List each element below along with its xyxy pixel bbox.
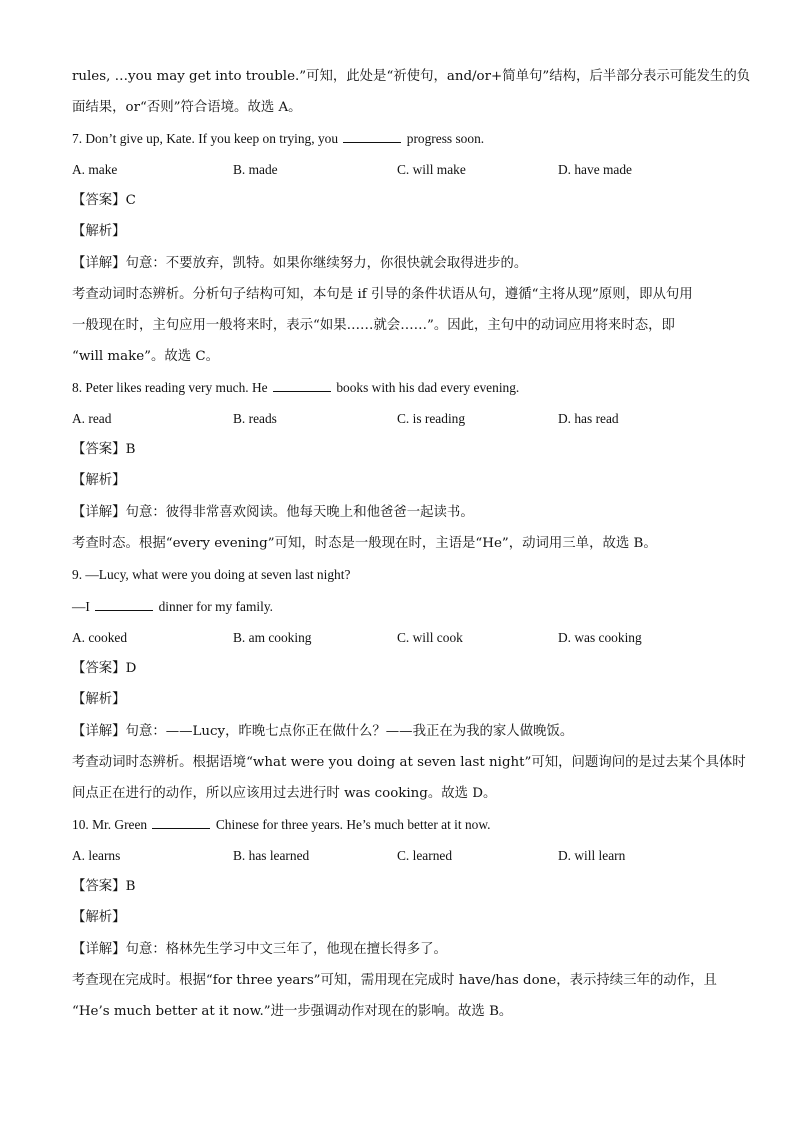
stem-text: —I bbox=[72, 599, 90, 614]
answer-blank bbox=[152, 816, 210, 829]
explain-line: 考查动词时态辨析。分析句子结构可知，本句是 if 引导的条件状语从句，遵循“主将从现”原则，即从句用 bbox=[72, 287, 693, 302]
analysis-tag: 【解析】 bbox=[72, 910, 126, 925]
answer-line bbox=[72, 877, 135, 897]
option-a: A. read bbox=[72, 411, 112, 426]
option-d: D. will learn bbox=[558, 848, 626, 863]
explain-line: 一般现在时，主句应用一般将来时，表示“如果……就会……”。因此，主句中的动词应用将来时态，即 bbox=[72, 318, 675, 333]
detail-line: 【详解】句意：不要放弃，凯特。如果你继续努力，你很快就会取得进步的。 bbox=[72, 256, 528, 271]
option-b: B. reads bbox=[233, 411, 277, 426]
detail-line: 【详解】句意：格林先生学习中文三年了，他现在擅长得多了。 bbox=[72, 942, 447, 957]
detail-line: 【详解】句意：彼得非常喜欢阅读。他每天晚上和他爸爸一起读书。 bbox=[72, 505, 474, 520]
analysis-tag: 【解析】 bbox=[72, 224, 126, 239]
intro-line-1: rules, …you may get into trouble.”可知，此处是“祈使句，and/or+简单句”结构，后半部分表示可能发生的负 bbox=[72, 69, 751, 84]
question-10-options bbox=[72, 846, 732, 866]
intro-line-2: 面结果，or“否则”符合语境。故选 A。 bbox=[72, 100, 302, 115]
stem-text: books with his dad every evening. bbox=[336, 380, 520, 395]
answer-tag: 【答案】 bbox=[72, 193, 126, 208]
option-c: C. will make bbox=[397, 162, 466, 177]
explain-line: 间点正在进行的动作，所以应该用过去进行时 was cooking。故选 D。 bbox=[72, 786, 497, 801]
answer-value: B bbox=[125, 442, 136, 457]
explain-line: 考查现在完成时。根据“for three years”可知，需用现在完成时 have/has done，表示持续三年的动作，且 bbox=[72, 973, 717, 988]
answer-blank bbox=[95, 598, 153, 611]
stem-text: progress soon. bbox=[406, 131, 485, 146]
option-b: B. am cooking bbox=[233, 630, 312, 645]
question-9-stem: 9. —Lucy, what were you doing at seven last night? bbox=[72, 567, 351, 582]
answer-value: C bbox=[125, 193, 136, 208]
analysis-tag: 【解析】 bbox=[72, 692, 126, 707]
question-8-options bbox=[72, 409, 732, 429]
stem-text: 10. Mr. Green bbox=[72, 817, 148, 832]
answer-tag: 【答案】 bbox=[72, 442, 126, 457]
explain-line: 考查时态。根据“every evening”可知，时态是一般现在时，主语是“He”，动词用三单，故选 B。 bbox=[72, 536, 657, 551]
detail-line: 【详解】句意：——Lucy，昨晚七点你正在做什么？——我正在为我的家人做晚饭。 bbox=[72, 724, 574, 739]
analysis-tag: 【解析】 bbox=[72, 473, 126, 488]
question-7-options bbox=[72, 160, 732, 180]
option-a: A. cooked bbox=[72, 630, 128, 645]
question-9-stem-2 bbox=[72, 597, 273, 617]
explain-line: “He’s much better at it now.”进一步强调动作对现在的影响。故选 B。 bbox=[72, 1004, 513, 1019]
stem-text: dinner for my family. bbox=[158, 599, 273, 614]
answer-line bbox=[72, 440, 135, 460]
answer-tag: 【答案】 bbox=[72, 879, 126, 894]
question-10-stem bbox=[72, 815, 491, 835]
answer-value: B bbox=[125, 879, 136, 894]
stem-text: Chinese for three years. He’s much better at it now. bbox=[215, 817, 491, 832]
option-d: D. was cooking bbox=[558, 630, 642, 645]
explain-line: 考查动词时态辨析。根据语境“what were you doing at seven last night”可知，问题询问的是过去某个具体时 bbox=[72, 755, 746, 770]
option-b: B. made bbox=[233, 162, 278, 177]
stem-text: 8. Peter likes reading very much. He bbox=[72, 380, 268, 395]
question-7-stem bbox=[72, 129, 484, 149]
answer-line bbox=[72, 659, 136, 679]
question-9-options bbox=[72, 628, 732, 648]
answer-blank bbox=[343, 130, 401, 143]
option-b: B. has learned bbox=[233, 848, 310, 863]
answer-tag: 【答案】 bbox=[72, 661, 126, 676]
option-d: D. has read bbox=[558, 411, 619, 426]
option-d: D. have made bbox=[558, 162, 632, 177]
option-a: A. learns bbox=[72, 848, 121, 863]
option-c: C. is reading bbox=[397, 411, 466, 426]
option-c: C. will cook bbox=[397, 630, 463, 645]
option-a: A. make bbox=[72, 162, 118, 177]
answer-line bbox=[72, 191, 136, 211]
stem-text: 7. Don’t give up, Kate. If you keep on trying, you bbox=[72, 131, 339, 146]
answer-blank bbox=[273, 379, 331, 392]
option-c: C. learned bbox=[397, 848, 453, 863]
answer-value: D bbox=[125, 661, 137, 676]
explain-line: “will make”。故选 C。 bbox=[72, 349, 220, 364]
question-8-stem bbox=[72, 378, 519, 398]
